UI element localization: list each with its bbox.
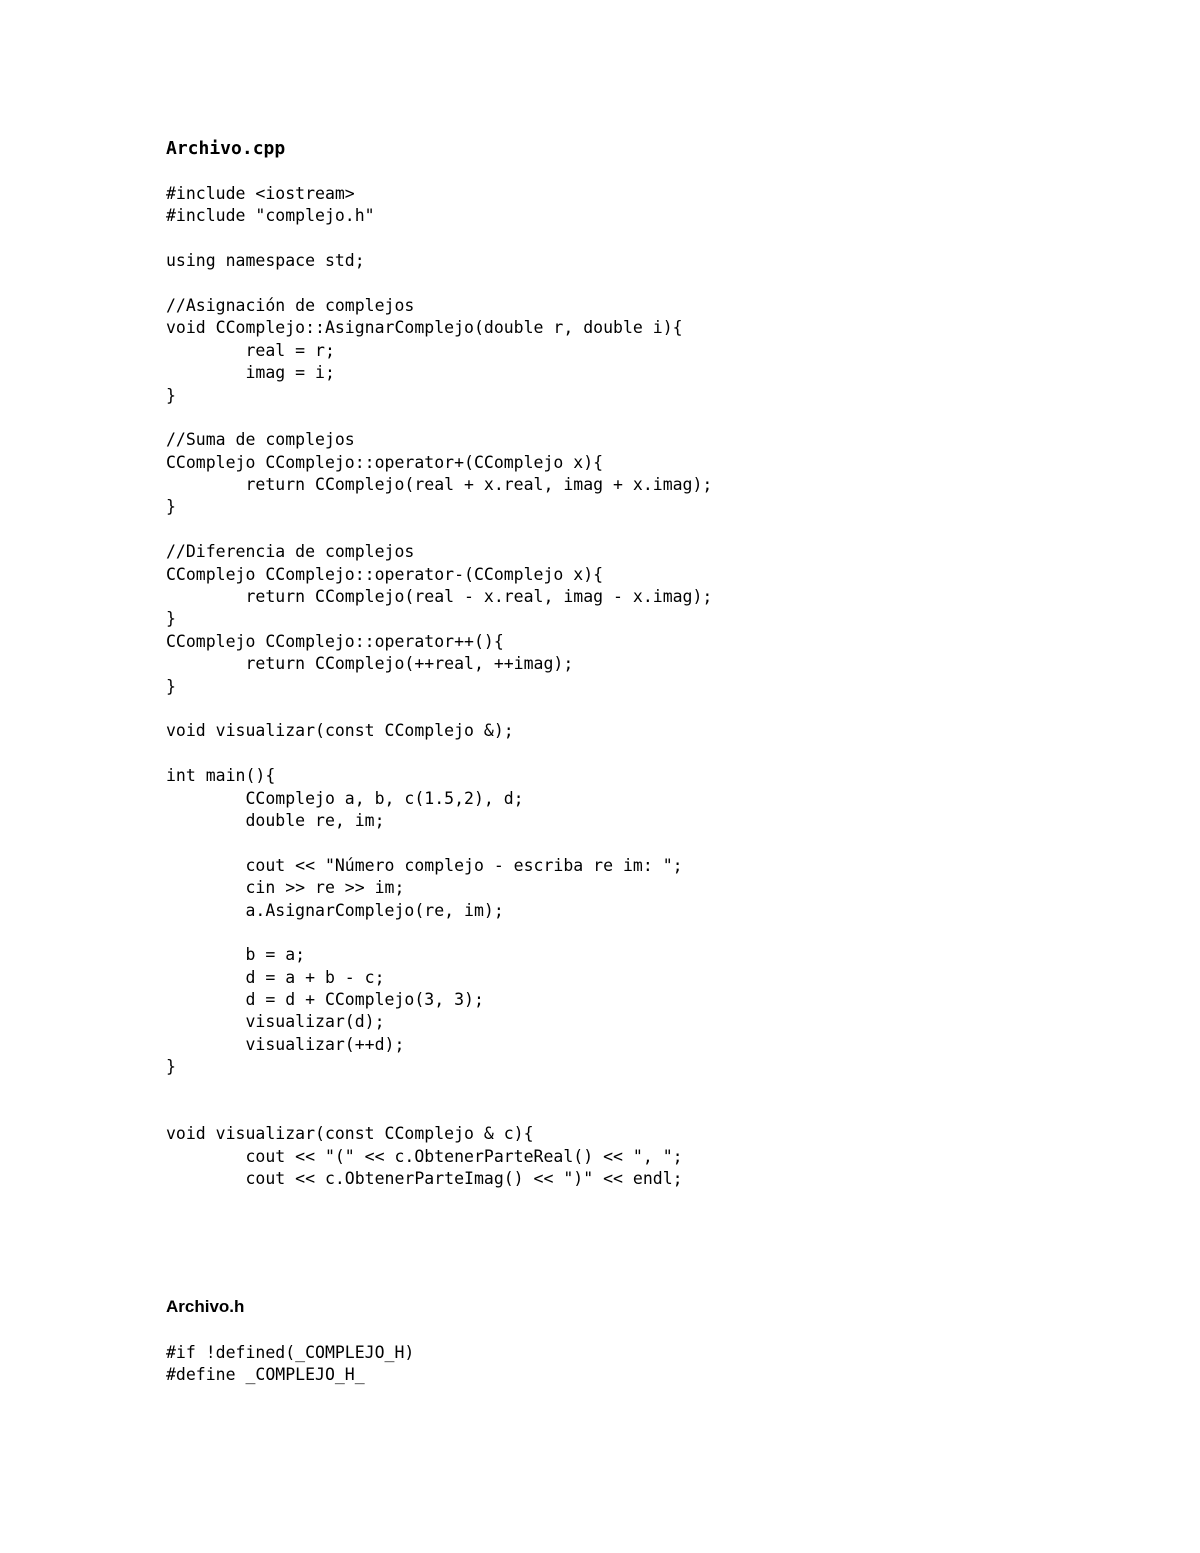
code-line [166, 1101, 712, 1123]
code-line: visualizar(d); [166, 1012, 385, 1032]
code-line: } [166, 676, 176, 696]
code-line: void CComplejo::AsignarComplejo(double r, double i){ [166, 318, 683, 338]
code-line: CComplejo a, b, c(1.5,2), d; [166, 788, 524, 808]
code-line: #include <iostream> [166, 184, 355, 203]
code-line: } [166, 385, 176, 405]
code-line: real = r; [166, 340, 335, 360]
code-line: #include "complejo.h" [166, 206, 375, 226]
code-line: a.AsignarComplejo(re, im); [166, 900, 504, 920]
code-line [166, 698, 712, 720]
code-line [166, 519, 712, 541]
h-code-block [166, 1342, 414, 1387]
code-line: int main(){ [166, 766, 276, 786]
code-line: CComplejo CComplejo::operator++(){ [166, 631, 504, 651]
code-line [166, 922, 712, 944]
code-line: cout << c.ObtenerParteImag() << ")" << endl; [166, 1169, 683, 1189]
code-line [166, 832, 712, 854]
code-line: visualizar(++d); [166, 1034, 405, 1054]
code-line: } [166, 497, 176, 517]
cpp-code-block [166, 183, 712, 1191]
code-line: b = a; [166, 945, 306, 965]
code-line: return CComplejo(++real, ++imag); [166, 654, 574, 674]
code-line: d = d + CComplejo(3, 3); [166, 990, 484, 1010]
code-line: return CComplejo(real - x.real, imag - x.imag); [166, 587, 713, 607]
code-line [166, 273, 712, 295]
code-line: //Diferencia de complejos [166, 542, 415, 562]
code-line: imag = i; [166, 363, 335, 383]
code-line [166, 1079, 712, 1101]
code-line: return CComplejo(real + x.real, imag + x.imag); [166, 475, 713, 495]
code-line: double re, im; [166, 810, 385, 830]
code-line: cin >> re >> im; [166, 878, 405, 898]
code-line: using namespace std; [166, 251, 365, 271]
code-line [166, 228, 712, 250]
code-line: //Asignación de complejos [166, 295, 415, 315]
code-line: d = a + b - c; [166, 967, 385, 987]
code-line: CComplejo CComplejo::operator+(CComplejo x){ [166, 452, 604, 472]
code-line: void visualizar(const CComplejo &); [166, 721, 514, 741]
code-line: cout << "Número complejo - escriba re im: "; [166, 855, 683, 875]
code-line: } [166, 1057, 176, 1077]
code-line: //Suma de complejos [166, 430, 355, 450]
h-file-heading: Archivo.h [166, 1297, 245, 1316]
code-line: #define _COMPLEJO_H_ [166, 1365, 365, 1385]
code-line [166, 407, 712, 429]
code-line: cout << "(" << c.ObtenerParteReal() << ", "; [166, 1146, 683, 1166]
code-line: void visualizar(const CComplejo & c){ [166, 1124, 534, 1144]
code-line: #if !defined(_COMPLEJO_H) [166, 1343, 415, 1362]
cpp-file-heading: Archivo.cpp [166, 138, 286, 159]
code-line [166, 743, 712, 765]
code-line: CComplejo CComplejo::operator-(CComplejo x){ [166, 564, 604, 584]
code-line: } [166, 609, 176, 629]
